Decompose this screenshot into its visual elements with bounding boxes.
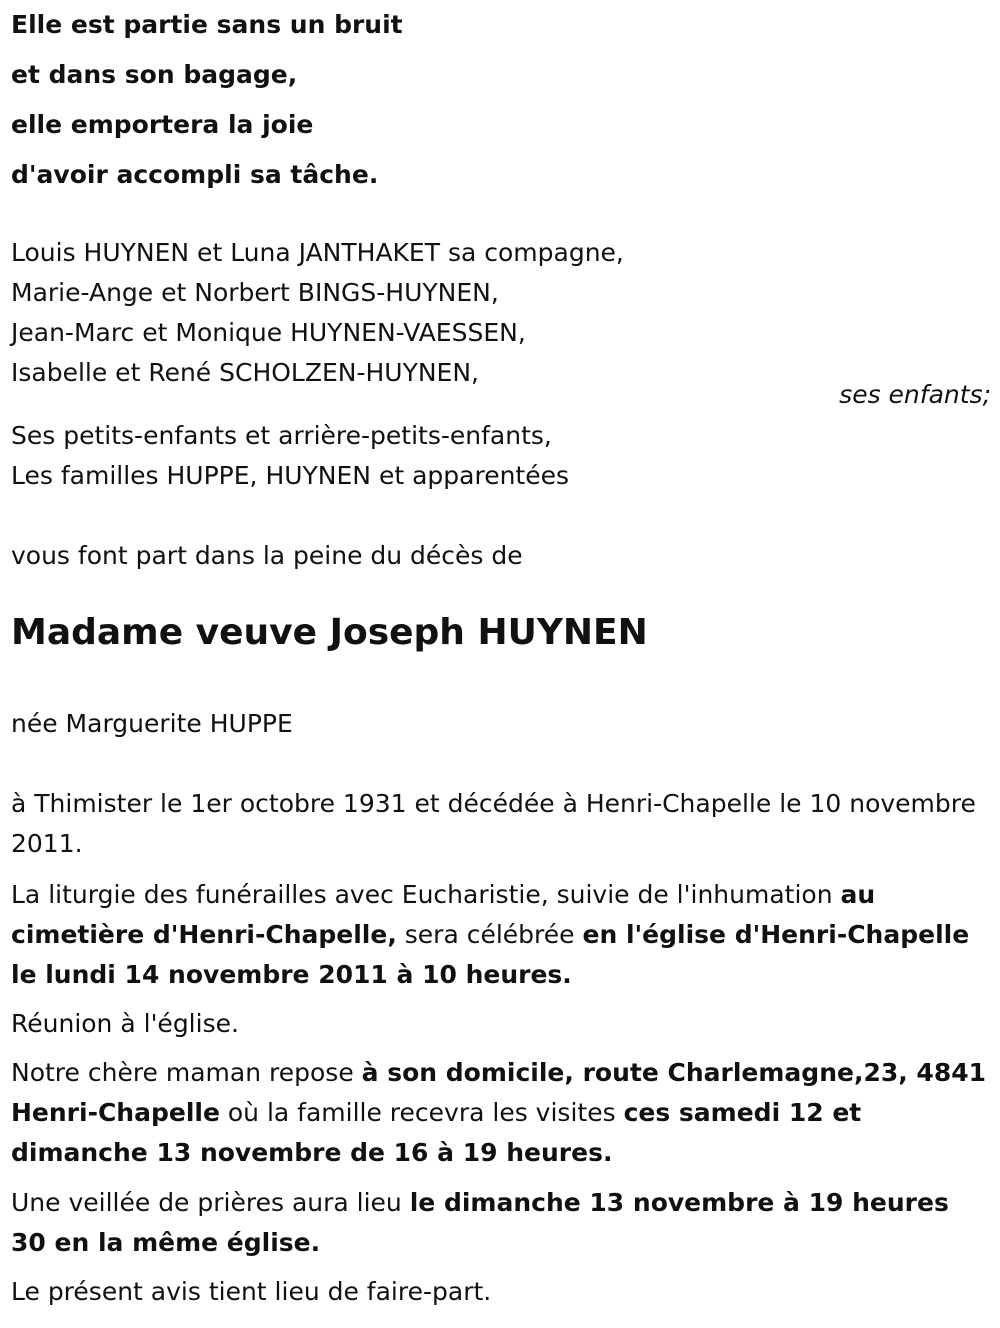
reunion-text: Réunion à l'église.: [11, 1009, 239, 1038]
child-line: Jean-Marc et Monique HUYNEN-VAESSEN,: [11, 318, 526, 347]
child-line: Isabelle et René SCHOLZEN-HUYNEN,: [11, 358, 480, 387]
family-list: [11, 416, 991, 496]
born-name: née Marguerite HUPPE: [11, 709, 293, 738]
repose-bold-1: à son domicile, route Charlemagne,23, 4841 Henri-Chapelle: [11, 1058, 987, 1127]
liturgy-block: [11, 875, 991, 995]
birth-death-block: [11, 784, 991, 864]
poem-line: elle emportera la joie: [11, 110, 314, 139]
poem-line: d'avoir accompli sa tâche.: [11, 160, 379, 189]
poem-line: Elle est partie sans un bruit: [11, 10, 403, 39]
children-label: ses enfants;: [839, 380, 991, 409]
liturgy-text-1: La liturgie des funérailles avec Eucharistie, suivie de l'inhumation: [11, 880, 841, 909]
repose-text-1: Notre chère maman repose: [11, 1058, 362, 1087]
repose-text-2: où la famille recevra les visites: [219, 1098, 624, 1127]
reunion-block: [11, 1004, 991, 1044]
vigil-text-1: Une veillée de prières aura lieu: [11, 1188, 410, 1217]
birth-death: à Thimister le 1er octobre 1931 et décédée à Henri-Chapelle le 10 novembre 2011.: [11, 789, 976, 858]
children-list: [11, 233, 991, 393]
deceased-name: Madame veuve Joseph HUYNEN: [11, 612, 648, 653]
repose-paragraph: [11, 1053, 991, 1173]
child-line: Marie-Ange et Norbert BINGS-HUYNEN,: [11, 278, 499, 307]
announce-text: vous font part dans la peine du décès de: [11, 541, 523, 570]
poem: [11, 0, 403, 200]
title-block: [11, 612, 991, 653]
liturgy-bold-2: en l'église d'Henri-Chapelle le lundi 14 novembre 2011 à 10 heures.: [11, 920, 970, 989]
poem-line: et dans son bagage,: [11, 60, 298, 89]
announce-block: [11, 536, 991, 576]
liturgy-text-2: sera célébrée: [396, 920, 583, 949]
closing-block: [11, 1272, 991, 1312]
repose-block: [11, 1053, 991, 1173]
born-block: [11, 704, 991, 744]
closing-text: Le présent avis tient lieu de faire-part.: [11, 1277, 492, 1306]
liturgy-paragraph: [11, 875, 991, 995]
liturgy-bold-1: au cimetière d'Henri-Chapelle,: [11, 880, 876, 949]
child-line: Louis HUYNEN et Luna JANTHAKET sa compagne,: [11, 238, 624, 267]
vigil-paragraph: [11, 1183, 991, 1263]
vigil-block: [11, 1183, 991, 1263]
repose-bold-2: ces samedi 12 et dimanche 13 novembre de 16 à 19 heures.: [11, 1098, 862, 1167]
family-line: Ses petits-enfants et arrière-petits-enfants,: [11, 421, 552, 450]
vigil-bold-1: le dimanche 13 novembre à 19 heures 30 en la même église.: [11, 1188, 949, 1257]
family-line: Les familles HUPPE, HUYNEN et apparentées: [11, 461, 570, 490]
